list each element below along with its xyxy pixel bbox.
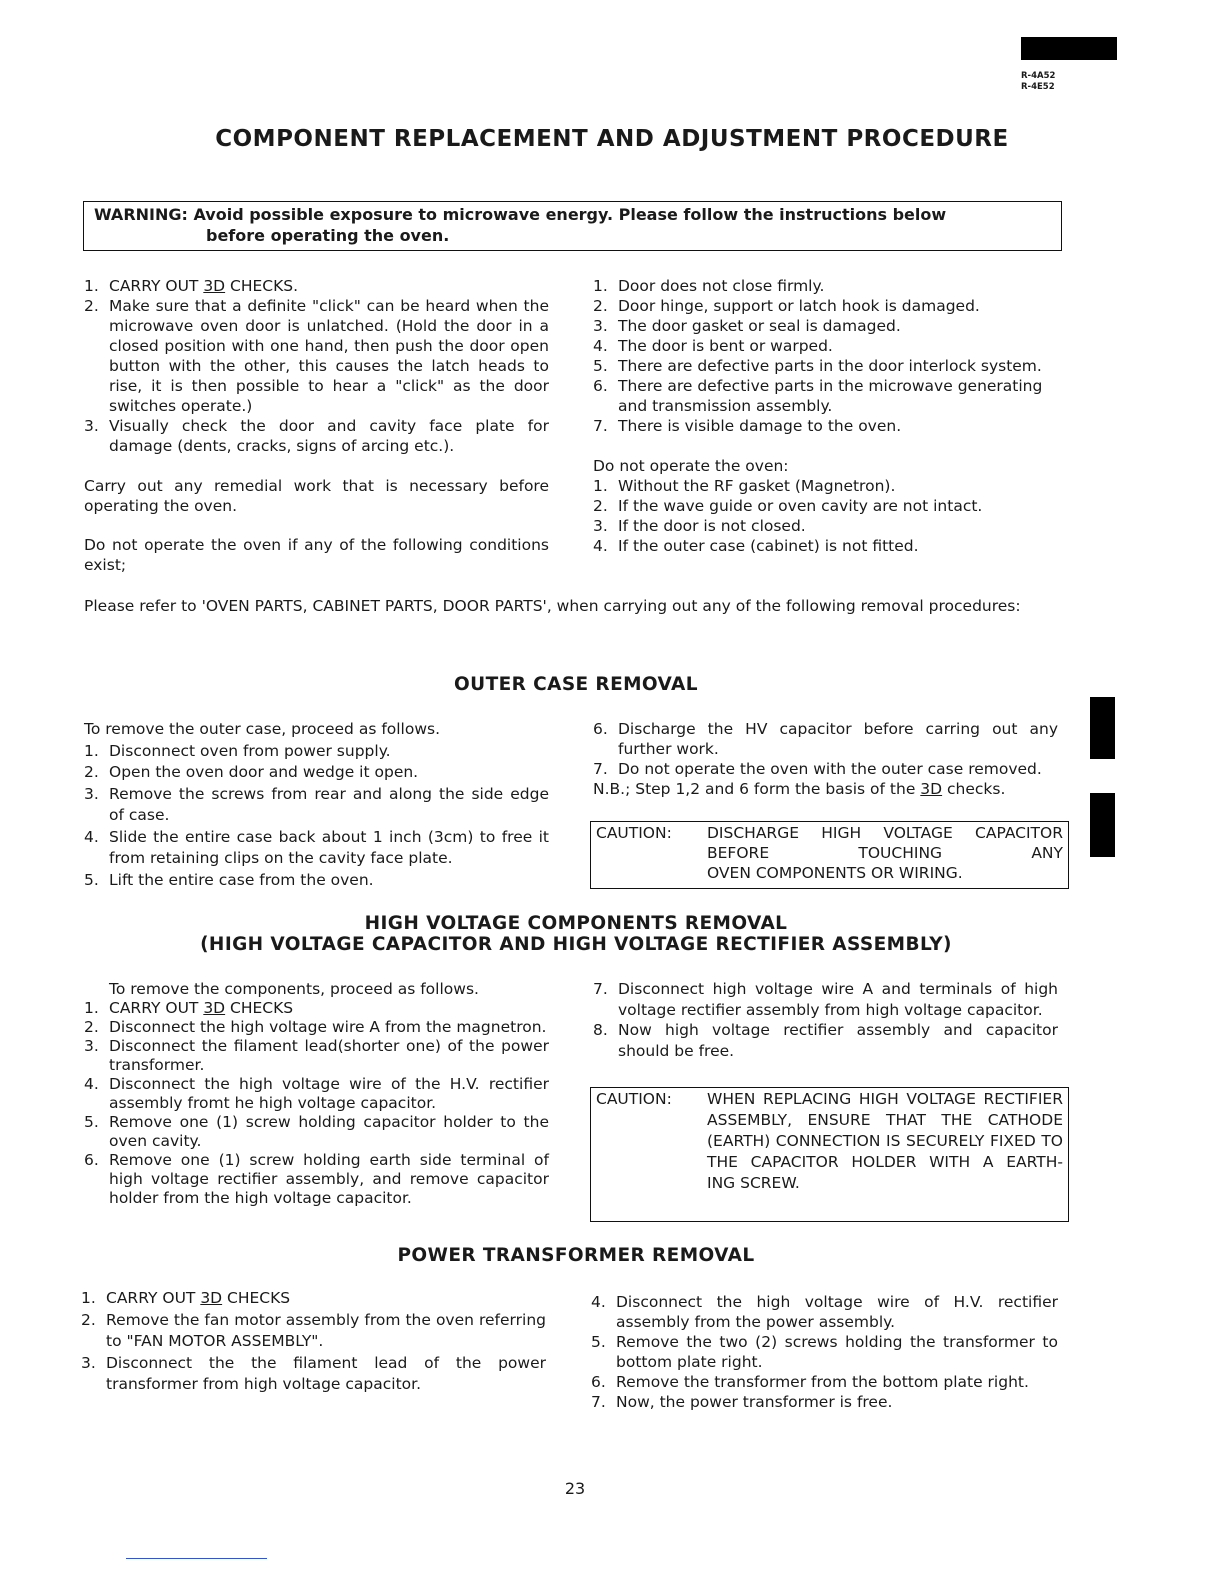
step-text: There are defective parts in the door interlock system. bbox=[618, 357, 1042, 375]
side-index-tab-lower bbox=[1090, 793, 1115, 857]
step-number: 4. bbox=[593, 337, 608, 355]
warning-line-1 bbox=[94, 204, 1051, 225]
step-text: CHECKS bbox=[225, 999, 294, 1017]
step-text: Disconnect oven from power supply. bbox=[109, 741, 391, 760]
step-number: 5. bbox=[591, 1333, 606, 1351]
list-item bbox=[84, 762, 549, 784]
step-underlined: 3D bbox=[200, 1289, 223, 1307]
step-text: Remove the screws from rear and along the side edge of case. bbox=[109, 784, 549, 824]
nb-text-end: checks. bbox=[942, 780, 1006, 798]
step-text: Discharge the HV capacitor before carring out any further work. bbox=[618, 720, 1058, 758]
step-underlined: 3D bbox=[203, 277, 226, 295]
conditions-list bbox=[593, 276, 1063, 436]
list-item bbox=[84, 870, 549, 892]
list-item bbox=[593, 356, 1063, 376]
hv-steps-left bbox=[84, 999, 549, 1208]
step-text: CHECKS bbox=[222, 1289, 291, 1307]
list-item bbox=[84, 296, 549, 416]
step-number: 2. bbox=[84, 297, 99, 315]
step-number: 7. bbox=[593, 760, 608, 778]
step-number: 5. bbox=[84, 870, 99, 889]
step-number: 7. bbox=[591, 1393, 606, 1411]
list-item bbox=[593, 516, 1063, 536]
page-number: 23 bbox=[564, 1479, 586, 1498]
bottom-rule bbox=[126, 1558, 267, 1559]
model-number-2: R-4E52 bbox=[1021, 82, 1055, 92]
outer-case-steps-right bbox=[593, 719, 1058, 779]
step-text: Make sure that a definite "click" can be heard when the microwave oven door is unlatched. (Hold the door in a closed position with one hand, then push the door open button with the other, this causes the latch heads to rise, it is then possible to hear a "click" as the door switches operate.) bbox=[109, 297, 549, 415]
hv-heading-line-2: (HIGH VOLTAGE CAPACITOR AND HIGH VOLTAGE RECTIFIER ASSEMBLY) bbox=[200, 934, 952, 955]
checks-steps bbox=[84, 276, 549, 456]
list-item bbox=[591, 1332, 1058, 1372]
outer-case-left-column bbox=[84, 719, 549, 891]
caution-line-2: OVEN COMPONENTS OR WIRING. bbox=[707, 864, 963, 882]
caution-text bbox=[707, 823, 1063, 883]
step-underlined: 3D bbox=[203, 999, 226, 1017]
list-item bbox=[591, 1392, 1058, 1412]
hv-intro: To remove the components, proceed as follows. bbox=[109, 980, 479, 998]
page-title: COMPONENT REPLACEMENT AND ADJUSTMENT PROCEDURE bbox=[215, 126, 1009, 152]
list-item bbox=[593, 316, 1063, 336]
step-text: CHECKS. bbox=[225, 277, 299, 295]
step-number: 3. bbox=[84, 1037, 99, 1055]
step-text: Do not operate the oven with the outer case removed. bbox=[618, 760, 1042, 778]
pt-left-column bbox=[81, 1288, 546, 1396]
nb-text: N.B.; Step 1,2 and 6 form the basis of the bbox=[593, 780, 921, 798]
side-index-tab-upper bbox=[1090, 697, 1115, 759]
step-number: 6. bbox=[591, 1373, 606, 1391]
step-text: Door does not close firmly. bbox=[618, 277, 825, 295]
model-number-1: R-4A52 bbox=[1021, 71, 1056, 81]
pt-steps-left bbox=[81, 1288, 546, 1396]
step-number: 2. bbox=[593, 297, 608, 315]
step-text: Without the RF gasket (Magnetron). bbox=[618, 477, 896, 495]
list-item bbox=[84, 1075, 549, 1113]
outer-case-caution-box bbox=[590, 821, 1069, 889]
step-text: Now, the power transformer is free. bbox=[616, 1393, 893, 1411]
pt-right-column bbox=[591, 1292, 1058, 1412]
step-number: 4. bbox=[591, 1293, 606, 1311]
outer-case-intro: To remove the outer case, proceed as follows. bbox=[84, 720, 441, 738]
hv-heading-line-1: HIGH VOLTAGE COMPONENTS REMOVAL bbox=[364, 913, 788, 934]
list-item bbox=[84, 827, 549, 870]
step-text: Visually check the door and cavity face plate for damage (dents, cracks, signs of arcing etc.). bbox=[109, 417, 549, 455]
step-text: Remove the two (2) screws holding the transformer to bottom plate right. bbox=[616, 1333, 1058, 1371]
top-index-tab bbox=[1021, 37, 1117, 60]
step-text: The door gasket or seal is damaged. bbox=[618, 317, 901, 335]
step-number: 2. bbox=[84, 1018, 99, 1036]
list-item bbox=[593, 979, 1058, 1020]
step-number: 1. bbox=[84, 999, 99, 1017]
step-text: Remove one (1) screw holding earth side terminal of high voltage rectifier assembly, and remove capacitor holder from the high voltage capacitor. bbox=[109, 1151, 549, 1207]
list-item bbox=[84, 276, 549, 296]
hv-right-column bbox=[593, 979, 1058, 1061]
list-item bbox=[593, 336, 1063, 356]
step-number: 5. bbox=[593, 357, 608, 375]
step-number: 3. bbox=[84, 784, 99, 803]
list-item bbox=[84, 1037, 549, 1075]
checks-right-column bbox=[593, 276, 1063, 556]
step-text: If the wave guide or oven cavity are not intact. bbox=[618, 497, 983, 515]
step-number: 5. bbox=[84, 1113, 99, 1131]
outer-case-steps-left bbox=[84, 741, 549, 892]
step-text: Remove one (1) screw holding capacitor holder to the oven cavity. bbox=[109, 1113, 549, 1150]
list-item bbox=[81, 1288, 546, 1310]
step-number: 3. bbox=[593, 517, 608, 535]
step-text: CARRY OUT bbox=[106, 1289, 201, 1307]
list-item bbox=[593, 719, 1058, 759]
warning-text-2: before operating the oven. bbox=[206, 226, 450, 245]
step-text: Lift the entire case from the oven. bbox=[109, 870, 374, 889]
warning-text-1: Avoid possible exposure to microwave energy. Please follow the instructions below bbox=[193, 205, 947, 224]
step-text: There are defective parts in the microwave generating and transmission assembly. bbox=[618, 377, 1043, 415]
do-not-list bbox=[593, 476, 1063, 556]
step-text: Disconnect the the filament lead of the power transformer from high voltage capacitor. bbox=[106, 1353, 546, 1393]
step-number: 3. bbox=[593, 317, 608, 335]
caution-label: CAUTION: bbox=[596, 1090, 672, 1108]
step-number: 1. bbox=[84, 277, 99, 295]
step-number: 6. bbox=[84, 1151, 99, 1169]
step-text: CARRY OUT bbox=[109, 277, 204, 295]
nb-underlined: 3D bbox=[920, 780, 943, 798]
caution-line-1: DISCHARGE HIGH VOLTAGE CAPACITOR BEFORE TOUCHING ANY bbox=[707, 824, 1063, 862]
list-item bbox=[81, 1353, 546, 1396]
list-item bbox=[593, 496, 1063, 516]
step-number: 1. bbox=[84, 741, 99, 760]
list-item bbox=[593, 1020, 1058, 1061]
list-item bbox=[593, 476, 1063, 496]
list-item bbox=[593, 416, 1063, 436]
step-text: Open the oven door and wedge it open. bbox=[109, 763, 419, 781]
step-text: If the door is not closed. bbox=[618, 517, 806, 535]
step-text: If the outer case (cabinet) is not fitted. bbox=[618, 537, 919, 555]
outer-case-right-column bbox=[593, 719, 1058, 799]
list-item bbox=[591, 1292, 1058, 1332]
hv-steps-right bbox=[593, 979, 1058, 1061]
outer-case-nb bbox=[593, 779, 1058, 799]
list-item bbox=[84, 999, 549, 1018]
hv-left-column bbox=[84, 979, 549, 1208]
list-item bbox=[593, 296, 1063, 316]
step-number: 1. bbox=[81, 1289, 96, 1307]
step-text: Disconnect the high voltage wire A from the magnetron. bbox=[109, 1018, 547, 1036]
caution-text bbox=[707, 1089, 1063, 1194]
list-item bbox=[591, 1372, 1058, 1392]
step-number: 1. bbox=[593, 277, 608, 295]
step-text: Now high voltage rectifier assembly and capacitor should be free. bbox=[618, 1021, 1058, 1060]
step-text: The door is bent or warped. bbox=[618, 337, 833, 355]
list-item bbox=[84, 1018, 549, 1037]
step-number: 4. bbox=[84, 827, 99, 846]
do-not-intro: Do not operate the oven: bbox=[593, 457, 789, 475]
step-text: Door hinge, support or latch hook is damaged. bbox=[618, 297, 980, 315]
step-number: 4. bbox=[84, 1075, 99, 1093]
outer-case-heading: OUTER CASE REMOVAL bbox=[454, 674, 698, 695]
list-item bbox=[84, 1151, 549, 1208]
step-number: 2. bbox=[593, 497, 608, 515]
step-text: CARRY OUT bbox=[109, 999, 204, 1017]
caution-label: CAUTION: bbox=[596, 824, 672, 842]
step-text: Disconnect the high voltage wire of H.V. rectifier assembly from the power assembly. bbox=[616, 1293, 1058, 1331]
step-number: 6. bbox=[593, 377, 608, 395]
hv-caution-box bbox=[590, 1087, 1069, 1222]
step-text: Disconnect the filament lead(shorter one) of the power transformer. bbox=[109, 1037, 549, 1074]
list-item bbox=[81, 1310, 546, 1353]
step-number: 8. bbox=[593, 1021, 608, 1039]
list-item bbox=[593, 759, 1058, 779]
list-item bbox=[593, 376, 1063, 416]
step-text: Remove the fan motor assembly from the oven referring to "FAN MOTOR ASSEMBLY". bbox=[106, 1310, 546, 1350]
conditions-intro: Do not operate the oven if any of the following conditions exist; bbox=[84, 536, 549, 574]
step-number: 2. bbox=[84, 763, 99, 781]
step-number: 3. bbox=[84, 417, 99, 435]
caution-line-1: WHEN REPLACING HIGH VOLTAGE RECTIFIER ASSEMBLY, ENSURE THAT THE CATHODE (EARTH) CONNECTION IS SECURELY FIXED TO THE CAPACITOR HOLDER WITH A EARTH- bbox=[707, 1090, 1063, 1171]
list-item bbox=[84, 416, 549, 456]
step-text: Disconnect high voltage wire A and terminals of high voltage rectifier assembly from high voltage capacitor. bbox=[618, 980, 1058, 1019]
step-number: 7. bbox=[593, 417, 608, 435]
step-number: 7. bbox=[593, 980, 608, 998]
step-text: Remove the transformer from the bottom plate right. bbox=[616, 1373, 1029, 1391]
step-text: Slide the entire case back about 1 inch (3cm) to free it from retaining clips on the cavity face plate. bbox=[109, 827, 549, 867]
pt-steps-right bbox=[591, 1292, 1058, 1412]
step-number: 4. bbox=[593, 537, 608, 555]
list-item bbox=[84, 741, 549, 763]
warning-box bbox=[83, 201, 1062, 251]
step-number: 6. bbox=[593, 720, 608, 738]
warning-label: WARNING: bbox=[94, 205, 188, 224]
step-number: 1. bbox=[593, 477, 608, 495]
step-text: There is visible damage to the oven. bbox=[618, 417, 902, 435]
list-item bbox=[593, 536, 1063, 556]
refer-paragraph: Please refer to 'OVEN PARTS, CABINET PARTS, DOOR PARTS', when carrying out any of the following removal procedures: bbox=[84, 597, 1021, 615]
step-text: Disconnect the high voltage wire of the H.V. rectifier assembly fromt he high voltage capacitor. bbox=[109, 1075, 549, 1112]
list-item bbox=[84, 784, 549, 827]
step-number: 2. bbox=[81, 1310, 96, 1329]
list-item bbox=[593, 276, 1063, 296]
list-item bbox=[84, 1113, 549, 1151]
caution-line-2: ING SCREW. bbox=[707, 1174, 800, 1192]
remedial-text: Carry out any remedial work that is necessary before operating the oven. bbox=[84, 477, 549, 515]
checks-left-column bbox=[84, 276, 549, 575]
power-transformer-heading: POWER TRANSFORMER REMOVAL bbox=[397, 1245, 755, 1266]
step-number: 3. bbox=[81, 1353, 96, 1372]
